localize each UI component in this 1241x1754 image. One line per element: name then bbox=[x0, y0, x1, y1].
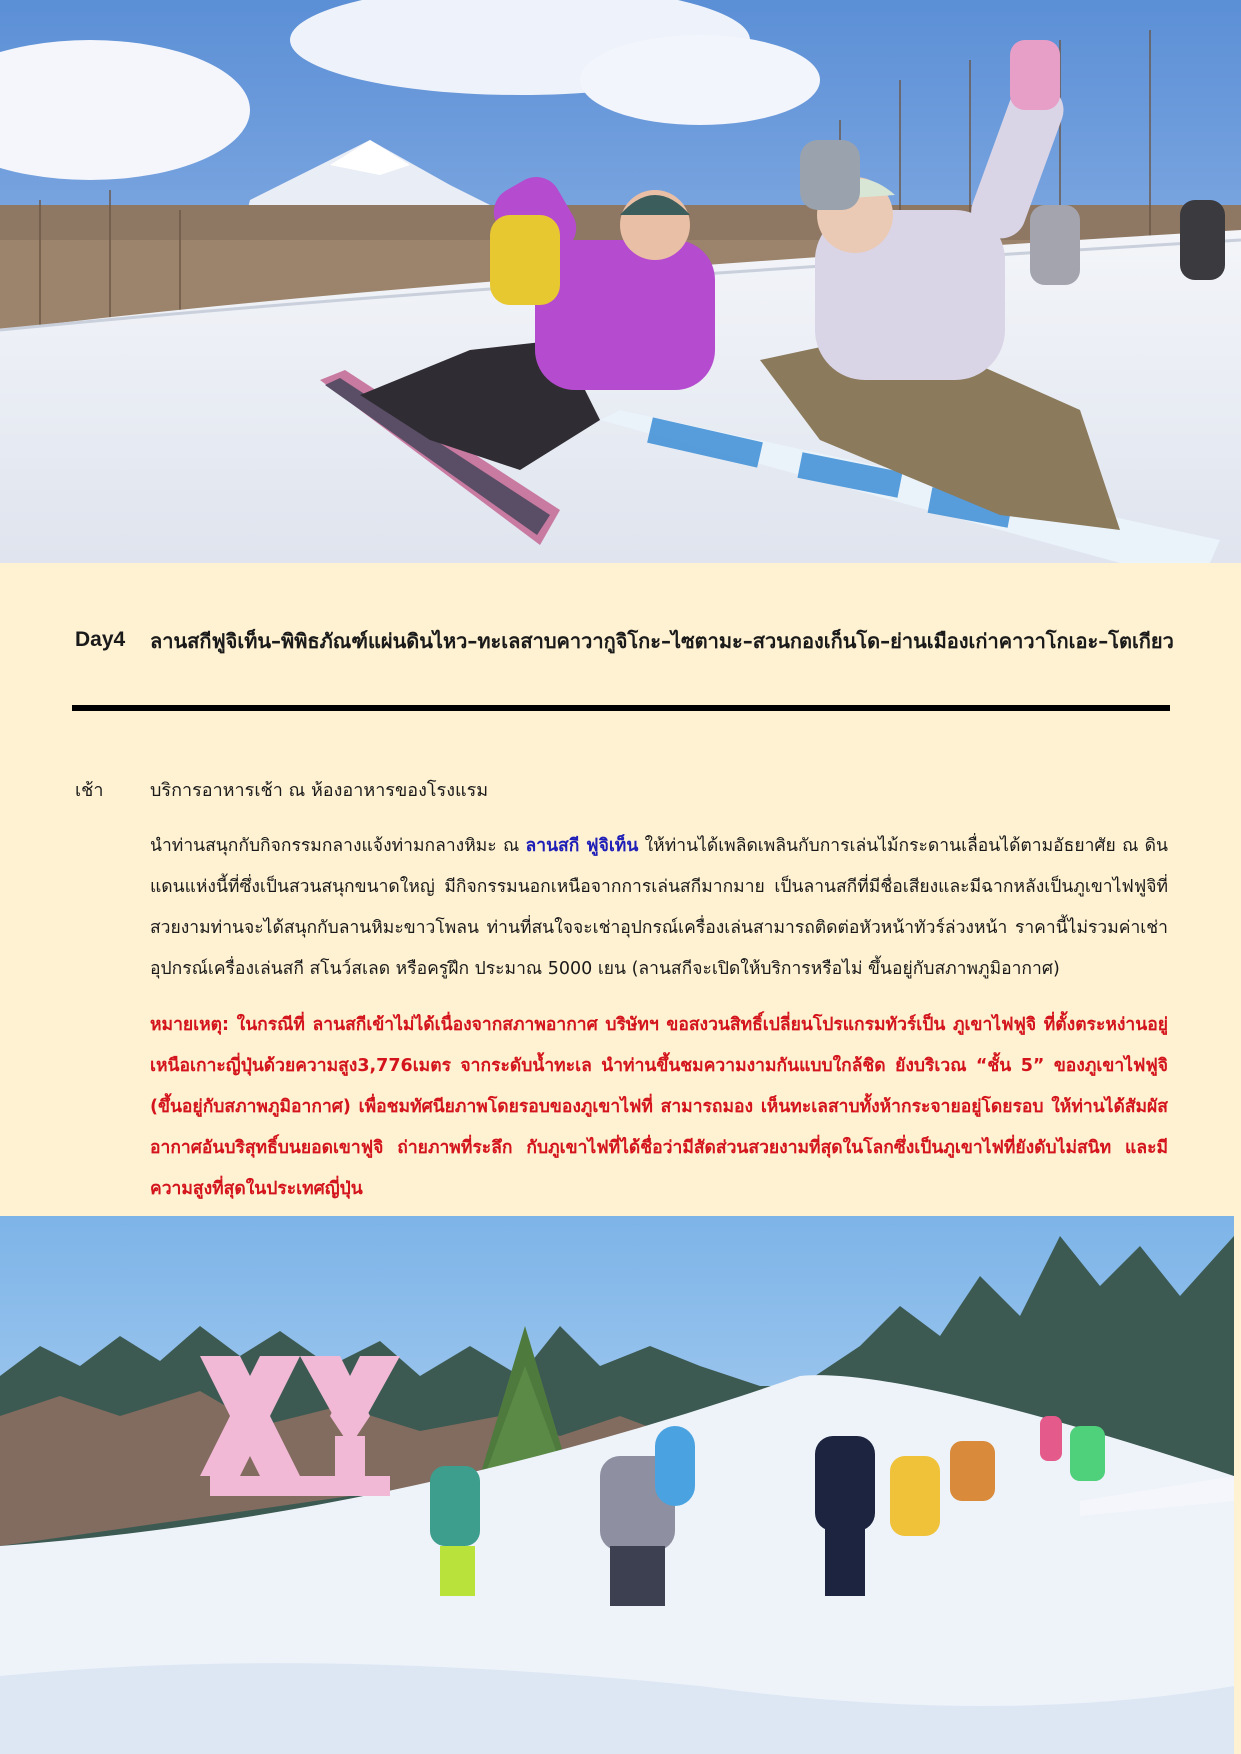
meal-text: บริการอาหารเช้า ณ ห้องอาหารของโรงแรม bbox=[150, 780, 489, 801]
meal-label: เช้า bbox=[75, 780, 104, 801]
weather-note: หมายเหตุ: ในกรณีที่ ลานสกีเข้าไม่ได้เนื่องจากสภาพอากาศ บริษัทฯ ขอสงวนสิทธิ์เปลี่ยนโปรแกรมทัวร์เป็น ภูเขาไฟฟูจิ ที่ตั้งตระหง่านอยู่เหนือเกาะญี่ปุ่นด้วยความสูง3,776เมตร จากระดับน้ำทะเล นำท่านขึ้นชมความงามกันแบบใกล้ชิด ยังบริเวณ “ชั้น 5” ของภูเขาไฟฟูจิ (ขึ้นอยู่กับสภาพภูมิอากาศ) เพื่อชมทัศนียภาพโดยรอบของภูเขาไฟที่ สามารถมอง เห็นทะเลสาบทั้งห้ากระจายอยู่โดยรอบ ให้ท่านได้สัมผัสอากาศอันบริสุทธิ์บนยอดเขาฟูจิ ถ่ายภาพที่ระลึก กับภูเขาไฟที่ได้ชื่อว่ามีสัดส่วนสวยงามที่สุดในโลกซึ่งเป็นภูเขาไฟที่ยังดับไม่สนิท และมีความสูงที่สุดในประเทศญี่ปุ่น bbox=[150, 1015, 1168, 1199]
snowboarders-on-slope-photo bbox=[0, 0, 1241, 563]
day-label: Day4 bbox=[75, 628, 126, 651]
ski-resort-families-photo bbox=[0, 1216, 1234, 1754]
activity-paragraph bbox=[150, 826, 1168, 990]
ski-resort-highlight: ลานสกี ฟูจิเท็น bbox=[525, 836, 639, 856]
paragraph-text-rest: ให้ท่านได้เพลิดเพลินกับการเล่นไม้กระดานเลื่อนได้ตามอัธยาศัย ณ ดินแดนแห่งนี้ที่ซึ่งเป็นสวนสนุกขนาดใหญ่ มีกิจกรรมนอกเหนือจากการเล่นสกีมากมาย เป็นลานสกีที่มีชื่อเสียงและมีฉากหลังเป็นภูเขาไฟฟูจิที่สวยงามท่านจะได้สนุกกับลานหิมะขาวโพลน ท่านที่สนใจจะเช่าอุปกรณ์เครื่องเล่นสามารถติดต่อหัวหน้าทัวร์ล่วงหน้า ราคานี้ไม่รวมค่าเช่าอุปกรณ์เครื่องเล่นสกี สโนว์สเลด หรือครูฝึก ประมาณ 5000 เยน (ลานสกีจะเปิดให้บริการหรือไม่ ขึ้นอยู่กับสภาพภูมิอากาศ) bbox=[150, 836, 1168, 979]
header-divider bbox=[72, 705, 1170, 711]
paragraph-text-start: นำท่านสนุกกับกิจกรรมกลางแจ้งท่ามกลางหิมะ ณ bbox=[150, 836, 526, 856]
day-title: ลานสกีฟูจิเท็น–พิพิธภัณฑ์แผ่นดินไหว–ทะเลสาบคาวากูจิโกะ–ไซตามะ–สวนกองเก็นโด–ย่านเมืองเก่าคาวาโกเอะ–โตเกียว bbox=[150, 629, 1174, 653]
